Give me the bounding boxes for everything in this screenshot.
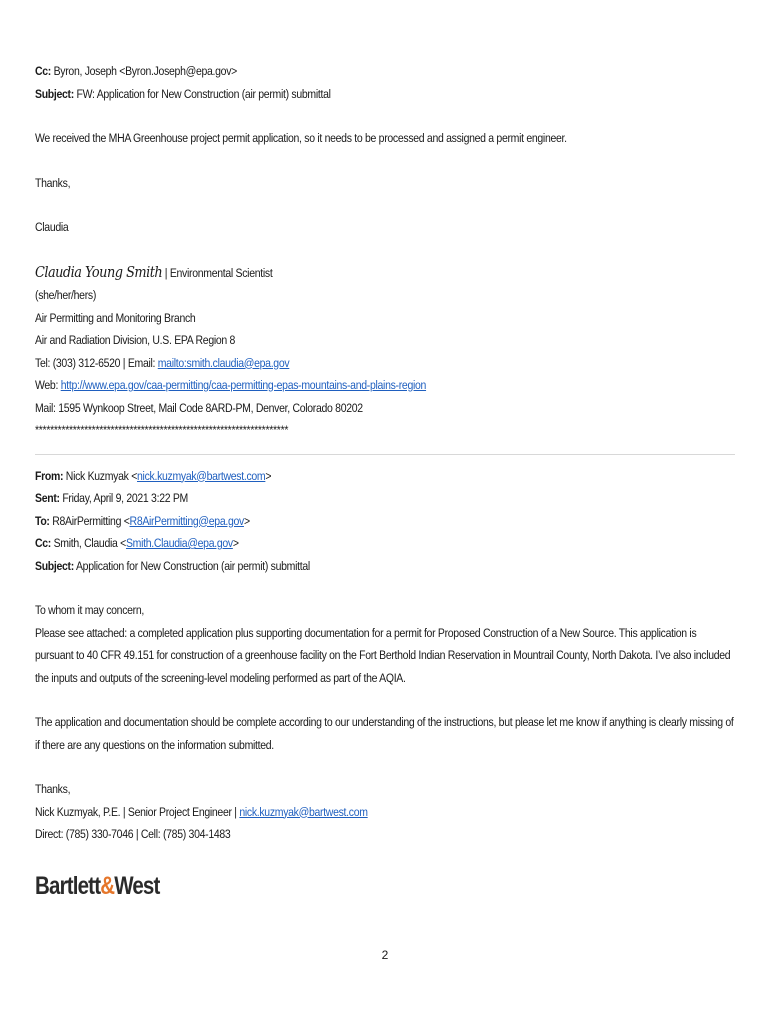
nick-email-link[interactable]: nick.kuzmyak@bartwest.com — [239, 804, 368, 819]
from-line: From: Nick Kuzmyak <nick.kuzmyak@bartwest.com> — [35, 468, 272, 483]
to-email-link[interactable]: R8AirPermitting@epa.gov — [129, 513, 244, 528]
signature-pronouns: (she/her/hers) — [35, 288, 97, 302]
email-content — [35, 60, 735, 901]
signature-title: | Environmental Scientist — [162, 265, 273, 280]
subject-line: Subject: FW: Application for New Construction (air permit) submittal — [35, 86, 331, 101]
sent-line: Sent: Friday, April 9, 2021 3:22 PM — [35, 491, 188, 505]
email-link[interactable]: mailto:smith.claudia@epa.gov — [157, 355, 290, 370]
sender-name: Claudia — [35, 220, 69, 234]
signature-branch: Air Permitting and Monitoring Branch — [35, 310, 196, 325]
signature-web: Web: http://www.epa.gov/caa-permitting/caa-permitting-epas-mountains-and-plains-region — [35, 378, 427, 392]
thanks-2: Thanks, — [35, 782, 71, 796]
body-text: We received the MHA Greenhouse project permit application, so it needs to be processed and assigned a permit engineer. — [35, 131, 567, 145]
page-number: 2 — [381, 948, 389, 962]
to-line: To: R8AirPermitting <R8AirPermitting@epa.gov> — [35, 513, 250, 528]
signature-name: Claudia Young Smith — [35, 262, 163, 281]
cc-line: Cc: Byron, Joseph <Byron.Joseph@epa.gov> — [35, 64, 237, 78]
greeting: To whom it may concern, — [35, 603, 145, 617]
paragraph-1: Please see attached: a completed application plus supporting documentation for a permit for Proposed Construction of a New Source. This application is pursuant to 40 CFR 49.151 for construction of a greenhouse facility on the Fort Berthold Indian Reservation in Mountrail County, North Dakota. I’ve also included the inputs and outputs of the screening-level modeling performed as part of the AQIA. — [35, 625, 731, 685]
bartlett-west-logo: Bartlett&West — [35, 871, 160, 900]
signature-division: Air and Radiation Division, U.S. EPA Region 8 — [35, 333, 236, 347]
signature-mail: Mail: 1595 Wynkoop Street, Mail Code 8ARD-PM, Denver, Colorado 80202 — [35, 400, 363, 415]
subject2-line: Subject: Application for New Construction (air permit) submittal — [35, 558, 310, 573]
signature-separator: ******************************************************************* — [35, 423, 289, 437]
nick-phone: Direct: (785) 330-7046 | Cell: (785) 304-1483 — [35, 827, 231, 841]
cc-email-link[interactable]: Smith.Claudia@epa.gov — [125, 536, 233, 550]
thanks-text: Thanks, — [35, 175, 71, 190]
nick-signature: Nick Kuzmyak, P.E. | Senior Project Engineer | nick.kuzmyak@bartwest.com — [35, 804, 368, 819]
web-link[interactable]: http://www.epa.gov/caa-permitting/caa-permitting-epas-mountains-and-plains-region — [60, 378, 427, 392]
signature-header — [35, 261, 637, 285]
signature-contact: Tel: (303) 312-6520 | Email: mailto:smith.claudia@epa.gov — [35, 355, 290, 370]
from-email-link[interactable]: nick.kuzmyak@bartwest.com — [137, 468, 266, 483]
email-divider — [35, 454, 735, 455]
cc2-line: Cc: Smith, Claudia <Smith.Claudia@epa.gov> — [35, 536, 239, 550]
paragraph-2: The application and documentation should be complete according to our understanding of the instructions, but please let me know if anything is clearly missing of if there are any questions on the information submitted. — [35, 715, 734, 752]
